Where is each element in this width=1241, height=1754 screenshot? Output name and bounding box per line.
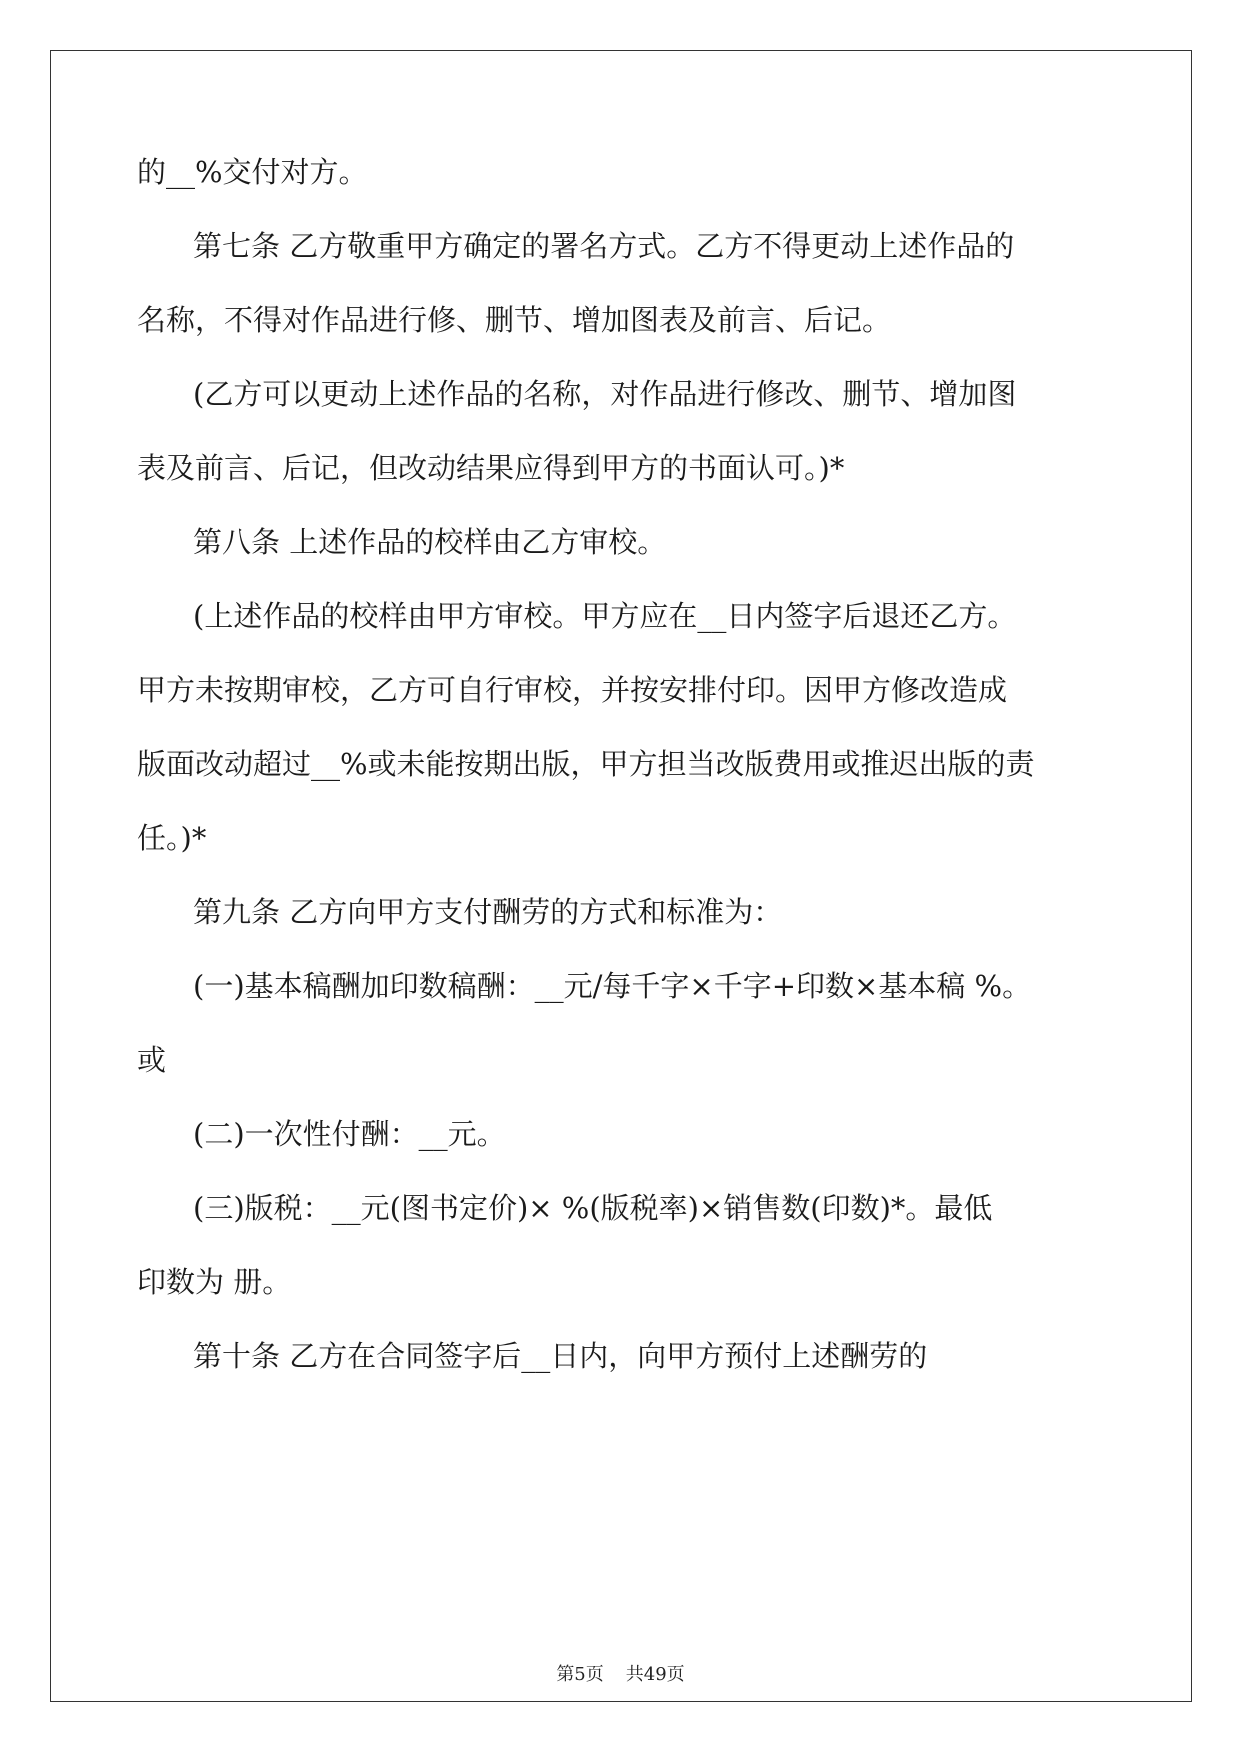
text-line: 印数为 册。 — [137, 1265, 292, 1299]
text-line: 表及前言、后记，但改动结果应得到甲方的书面认可。)* — [137, 451, 845, 485]
text-line: 版面改动超过__%或未能按期出版，甲方担当改版费用或推迟出版的责 — [137, 747, 1035, 781]
text-line: (三)版税：__元(图书定价)× %(版税率)×销售数(印数)*。最低 — [193, 1191, 993, 1225]
text-line: (上述作品的校样由甲方审校。甲方应在__日内签字后退还乙方。 — [193, 599, 1017, 633]
clause-9-heading-line: 第九条 乙方向甲方支付酬劳的方式和标准为： — [193, 895, 783, 929]
clause-7-heading-line: 第七条 乙方敬重甲方确定的署名方式。乙方不得更动上述作品的 — [193, 229, 1015, 263]
page-total: 共49页 — [625, 1664, 685, 1685]
text-line: 甲方未按期审校，乙方可自行审校，并按安排付印。因甲方修改造成 — [137, 673, 1008, 707]
text-line: (一)基本稿酬加印数稿酬：__元/每千字×千字+印数×基本稿 %。 — [193, 969, 1032, 1003]
clause-10-heading-line: 第十条 乙方在合同签字后__日内，向甲方预付上述酬劳的 — [193, 1339, 928, 1373]
text-line: 任。)* — [137, 821, 207, 855]
text-line: (乙方可以更动上述作品的名称，对作品进行修改、删节、增加图 — [193, 377, 1017, 411]
text-line: 名称，不得对作品进行修、删节、增加图表及前言、后记。 — [137, 303, 892, 337]
text-line: 的__%交付对方。 — [137, 155, 368, 189]
page-number: 第5页 — [556, 1664, 604, 1685]
page-border — [50, 50, 1192, 1702]
clause-8-heading-line: 第八条 上述作品的校样由乙方审校。 — [193, 525, 667, 559]
page-footer — [0, 1663, 1241, 1687]
text-line: 或 — [137, 1043, 167, 1077]
text-line: (二)一次性付酬：__元。 — [193, 1117, 506, 1151]
